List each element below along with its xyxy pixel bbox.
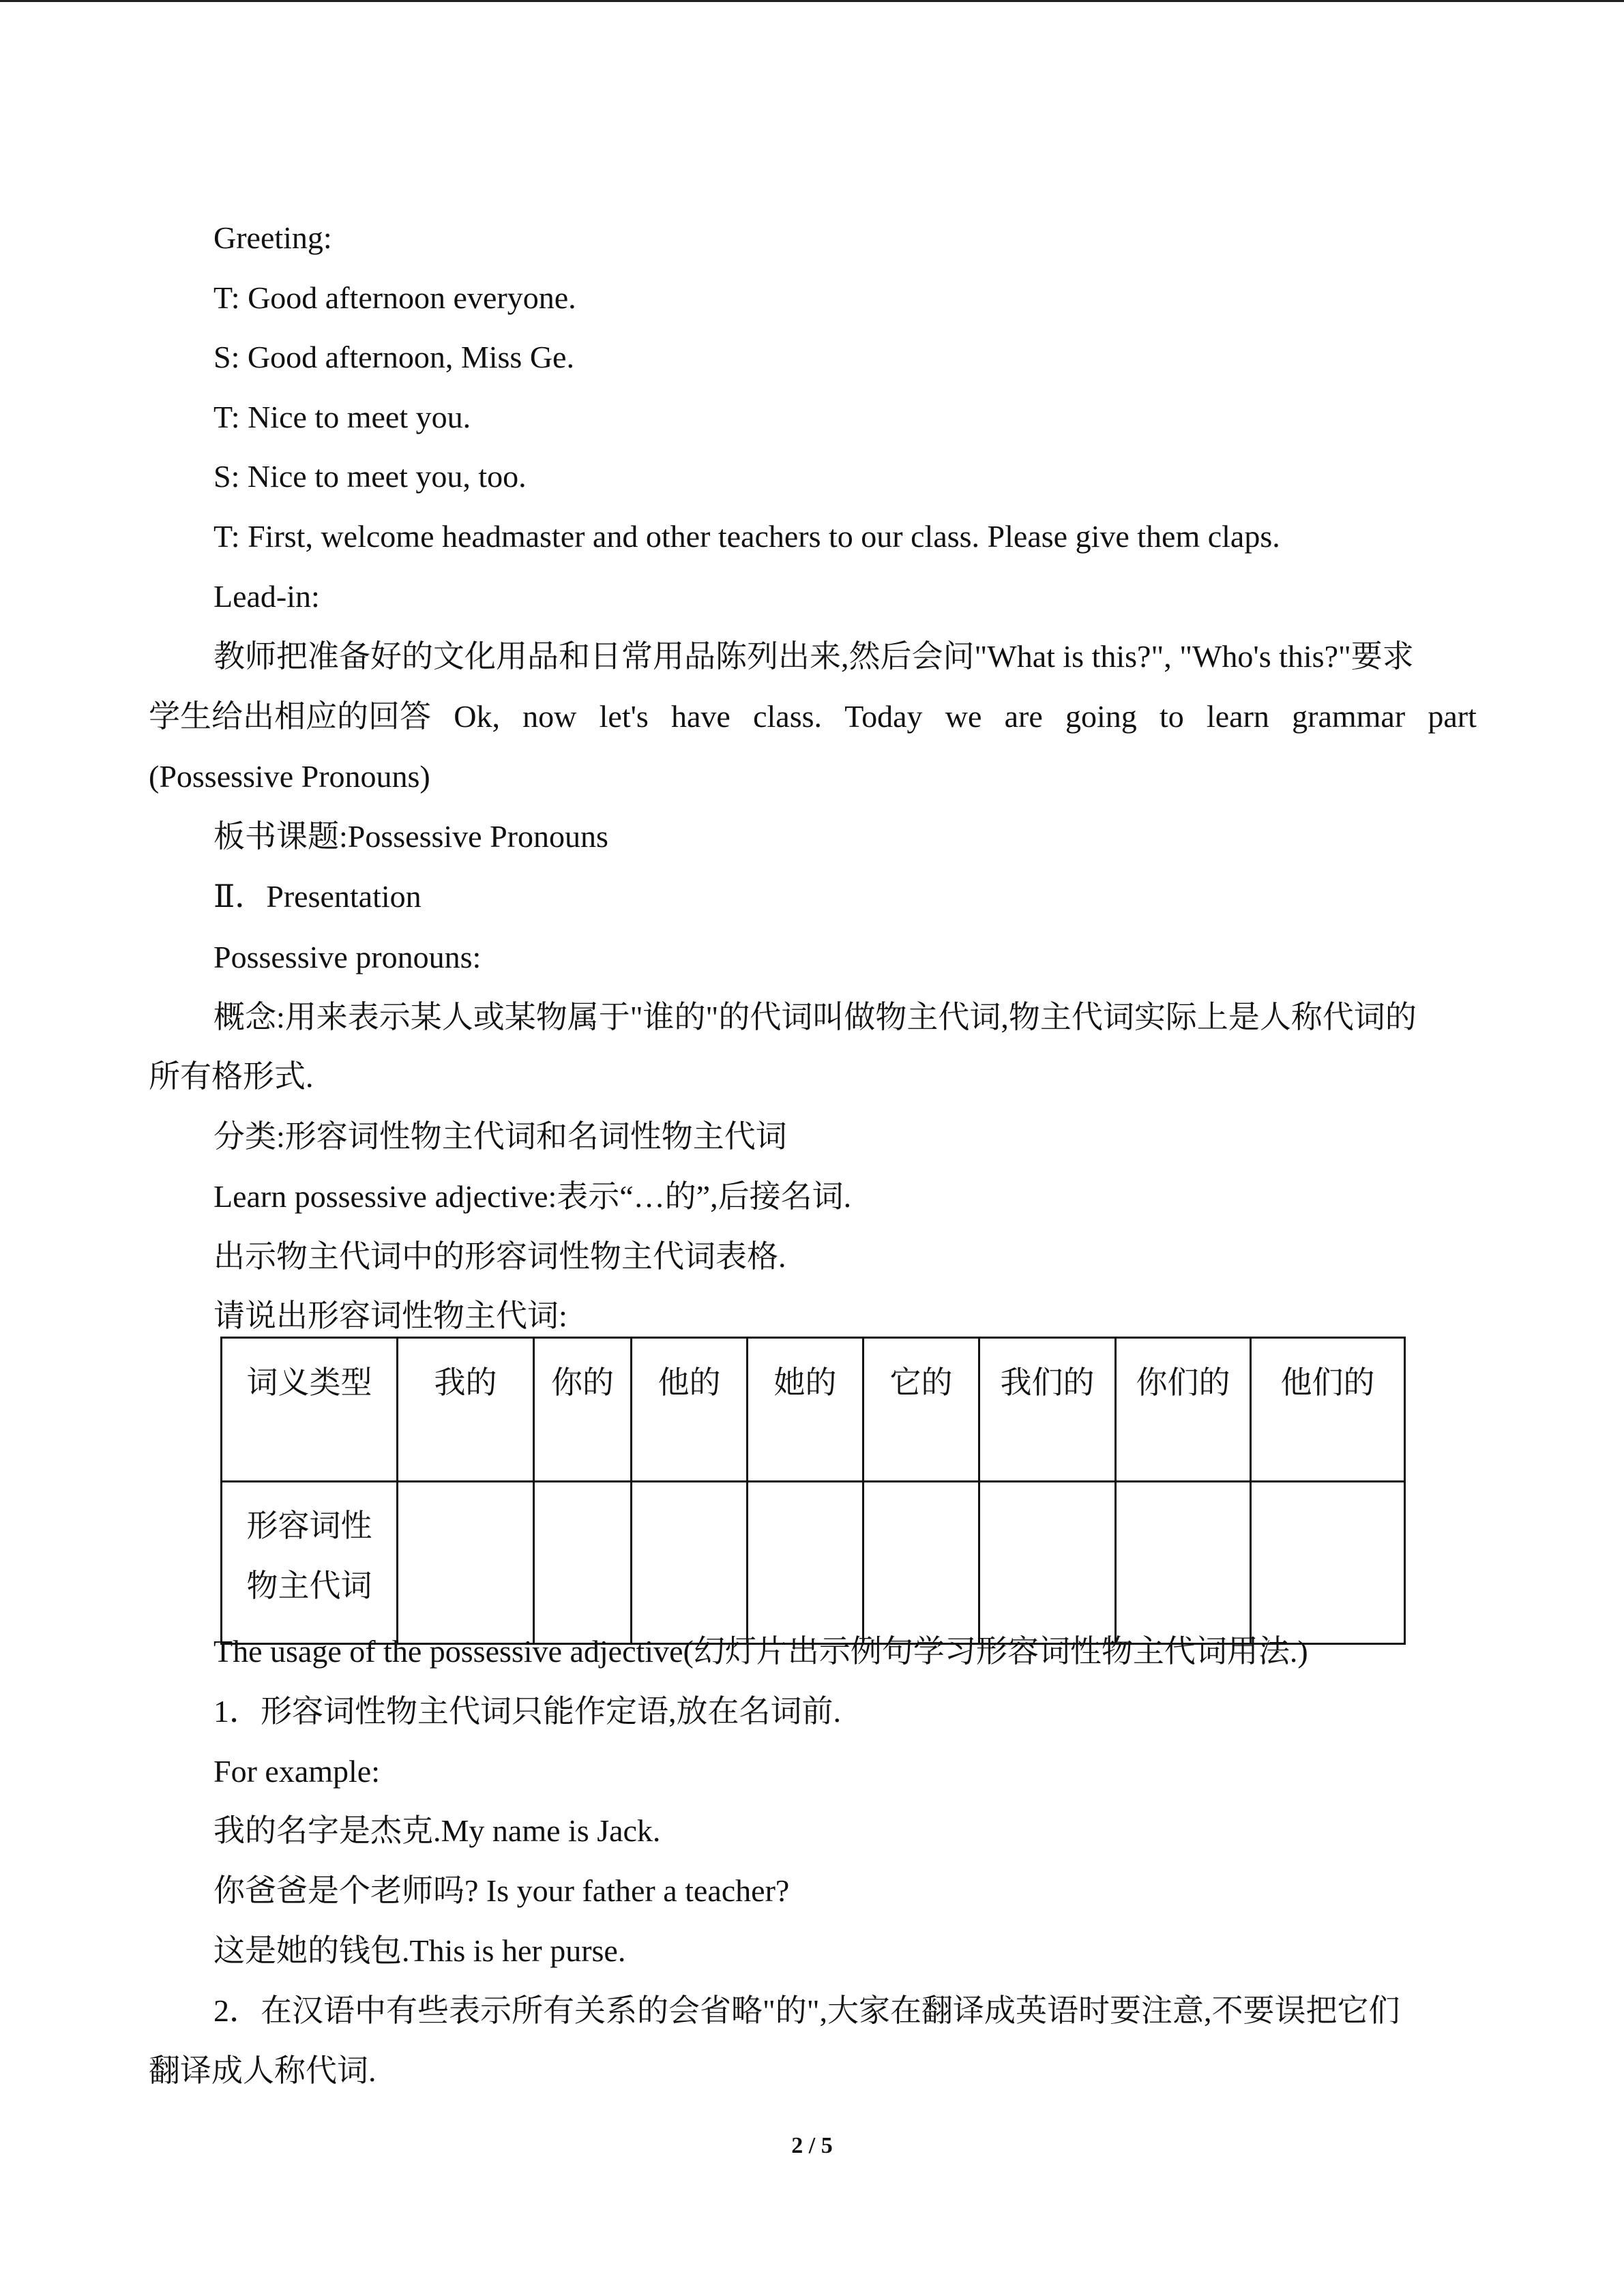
lead-in-word: let's [599, 699, 649, 734]
lead-in-word: part [1428, 699, 1477, 734]
table-header-cell: 他们的 [1251, 1338, 1405, 1482]
row-label-line-2: 物主代词 [246, 1568, 372, 1603]
lead-in-word: 学生给出相应的回答 [149, 699, 431, 734]
table-header-cell: 我的 [398, 1338, 534, 1482]
dialogue-line-teacher-2: T: Nice to meet you. [213, 400, 471, 434]
rule-2-line-2: 翻译成人称代词. [149, 2053, 377, 2088]
table-header-cell: 你们的 [1116, 1338, 1251, 1482]
heading-lead-in: Lead-in: [213, 579, 320, 614]
table-answer-cell [534, 1482, 632, 1644]
dialogue-line-student-1: S: Good afternoon, Miss Ge. [213, 340, 574, 374]
table-header-cell: 我们的 [979, 1338, 1116, 1482]
table-answer-cell [398, 1482, 534, 1644]
usage-line: The usage of the possessive adjective(幻灯片出示例句学习形容词性物主代词用法.) [213, 1634, 1308, 1669]
example-sentence-3: 这是她的钱包.This is her purse. [213, 1933, 626, 1968]
row-label-line-1: 形容词性 [246, 1508, 372, 1543]
lead-in-paragraph-line-1: 教师把准备好的文化用品和日常用品陈列出来,然后会问"What is this?", "Who's this?"要求 [213, 639, 1414, 674]
lead-in-word: have [671, 699, 730, 734]
possessive-adjective-table [220, 1337, 1406, 1645]
table-row [222, 1482, 1405, 1644]
table-answer-cell [1251, 1482, 1405, 1644]
lead-in-word: are [1004, 699, 1043, 734]
lead-in-word: we [945, 699, 982, 734]
lead-in-word: class. [753, 699, 822, 734]
table-answer-cell [979, 1482, 1116, 1644]
lead-in-word: Ok, [454, 699, 500, 734]
table-answer-cell [632, 1482, 748, 1644]
show-table-line: 出示物主代词中的形容词性物主代词表格. [213, 1239, 786, 1274]
example-sentence-2: 你爸爸是个老师吗? Is your father a teacher? [213, 1873, 790, 1908]
classification-line: 分类:形容词性物主代词和名词性物主代词 [213, 1119, 787, 1154]
dialogue-line-teacher-1: T: Good afternoon everyone. [213, 280, 576, 315]
lead-in-word: learn [1206, 699, 1269, 734]
lead-in-word: grammar [1292, 699, 1406, 734]
heading-possessive-pronouns: Possessive pronouns: [213, 940, 482, 974]
table-header-cell: 你的 [534, 1338, 632, 1482]
dialogue-line-teacher-3: T: First, welcome headmaster and other teachers to our class. Please give them claps. [213, 519, 1280, 554]
section-heading-presentation: Ⅱ．Presentation [213, 879, 422, 914]
table-header-cell: 她的 [748, 1338, 863, 1482]
table-row-label [222, 1482, 398, 1644]
lead-in-word: now [522, 699, 577, 734]
table-answer-cell [863, 1482, 979, 1644]
lead-in-word: going [1065, 699, 1137, 734]
lead-in-word: Today [844, 699, 923, 734]
table-header-cell: 他的 [632, 1338, 748, 1482]
page-number: 2 / 5 [791, 2133, 833, 2158]
table-answer-cell [1116, 1482, 1251, 1644]
table-header-row [222, 1338, 1405, 1482]
for-example-heading: For example: [213, 1754, 380, 1789]
please-say-line: 请说出形容词性物主代词: [213, 1298, 567, 1333]
rule-1-line: 1．形容词性物主代词只能作定语,放在名词前. [213, 1694, 841, 1729]
table-header-cell: 它的 [863, 1338, 979, 1482]
board-title: 板书课题:Possessive Pronouns [213, 819, 608, 854]
table-answer-cell [748, 1482, 863, 1644]
learn-adjective-line: Learn possessive adjective:表示“…的”,后接名词. [213, 1179, 852, 1214]
concept-line-2: 所有格形式. [149, 1059, 314, 1094]
example-sentence-1: 我的名字是杰克.My name is Jack. [213, 1813, 661, 1848]
lead-in-paragraph-line-3: (Possessive Pronouns) [149, 759, 430, 794]
heading-greeting: Greeting: [213, 220, 332, 255]
rule-2-line-1: 2．在汉语中有些表示所有关系的会省略"的",大家在翻译成英语时要注意,不要误把它们 [213, 1993, 1400, 2028]
lead-in-word: to [1159, 699, 1184, 734]
table-header-cell: 词义类型 [222, 1338, 398, 1482]
concept-line-1: 概念:用来表示某人或某物属于"谁的"的代词叫做物主代词,物主代词实际上是人称代词的 [213, 1000, 1417, 1034]
dialogue-line-student-2: S: Nice to meet you, too. [213, 459, 527, 494]
lead-in-paragraph-line-2 [149, 696, 1477, 737]
